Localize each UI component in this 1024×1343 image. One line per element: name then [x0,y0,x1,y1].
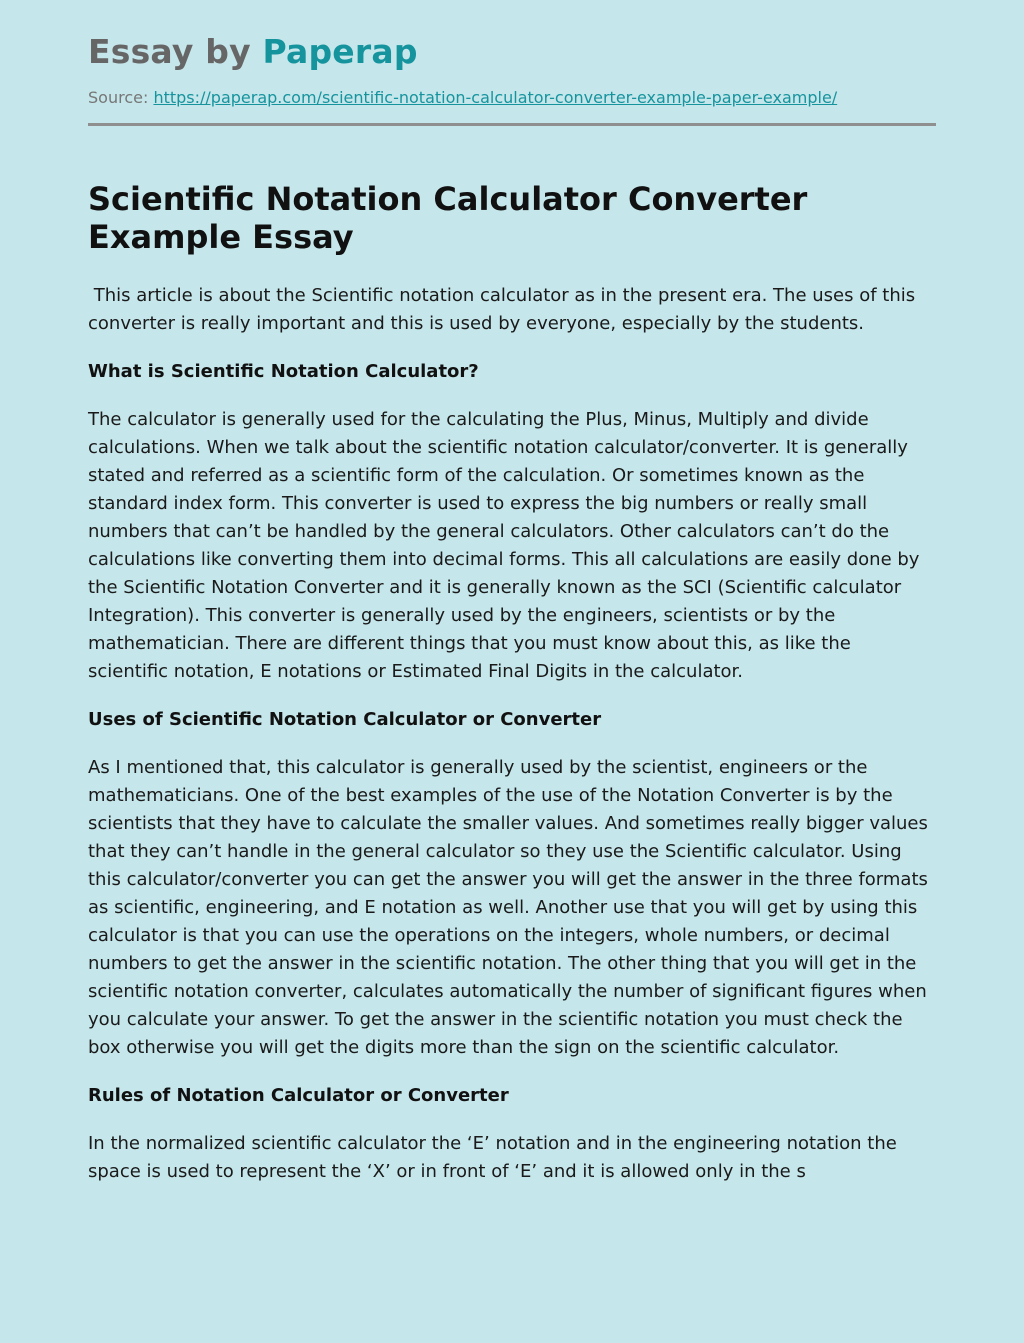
article-intro: This article is about the Scientific notation calculator as in the present era. The uses of this converter is really important and this is used by everyone, especially by the students. [88,285,921,334]
source-line [88,87,936,109]
section-body: As I mentioned that, this calculator is generally used by the scientist, engineers or the mathematicians. One of the best examples of the use of the Notation Converter is by the scientists that they have to calculate the smaller values. And sometimes really bigger values that they can’t handle in the general calculator so they use the Scientific calculator. Using this calculator/converter you can get the answer you will get the answer in the three formats as scientific, engineering, and E notation as well. Another use that you will get by using this calculator is that you can use the operations on the integers, whole numbers, or decimal numbers to get the answer in the scientific notation. The other thing that you will get in the scientific notation converter, calculates automatically the number of significant figures when you calculate your answer. To get the answer in the scientific notation you must check the box otherwise you will get the digits more than the sign on the scientific calculator. [88,757,928,1058]
section-heading: What is Scientific Notation Calculator? [88,361,479,382]
brand-prefix: Essay by [88,32,263,71]
section-body: The calculator is generally used for the calculating the Plus, Minus, Multiply and divide calculations. When we talk about the scientific notation calculator/converter. It is generally stated and referred as a scientific form of the calculation. Or sometimes known as the standard index form. This converter is used to express the big numbers or really small numbers that can’t be handled by the general calculators. Other calculators can’t do the calculations like converting them into decimal forms. This all calculations are easily done by the Scientific Notation Converter and it is generally known as the SCI (Scientific calculator Integration). This converter is generally used by the engineers, scientists or by the mathematician. There are different things that you must know about this, as like the scientific notation, E notations or Estimated Final Digits in the calculator. [88,409,920,682]
header-divider [88,123,936,126]
site-brand[interactable] [88,30,936,74]
article-title: Scientific Notation Calculator Converter Example Essay [88,180,808,256]
section-heading: Uses of Scientific Notation Calculator or Converter [88,709,602,730]
brand-name: Paperap [262,32,418,71]
source-label: Source: [88,88,149,107]
section-body: In the normalized scientific calculator the ‘E’ notation and in the engineering notation the space is used to represent the ‘X’ or in front of ‘E’ and it is allowed only in the s [88,1133,897,1182]
source-link[interactable]: https://paperap.com/scientific-notation-calculator-converter-example-paper-example/ [153,88,838,107]
section-heading: Rules of Notation Calculator or Converter [88,1085,509,1106]
